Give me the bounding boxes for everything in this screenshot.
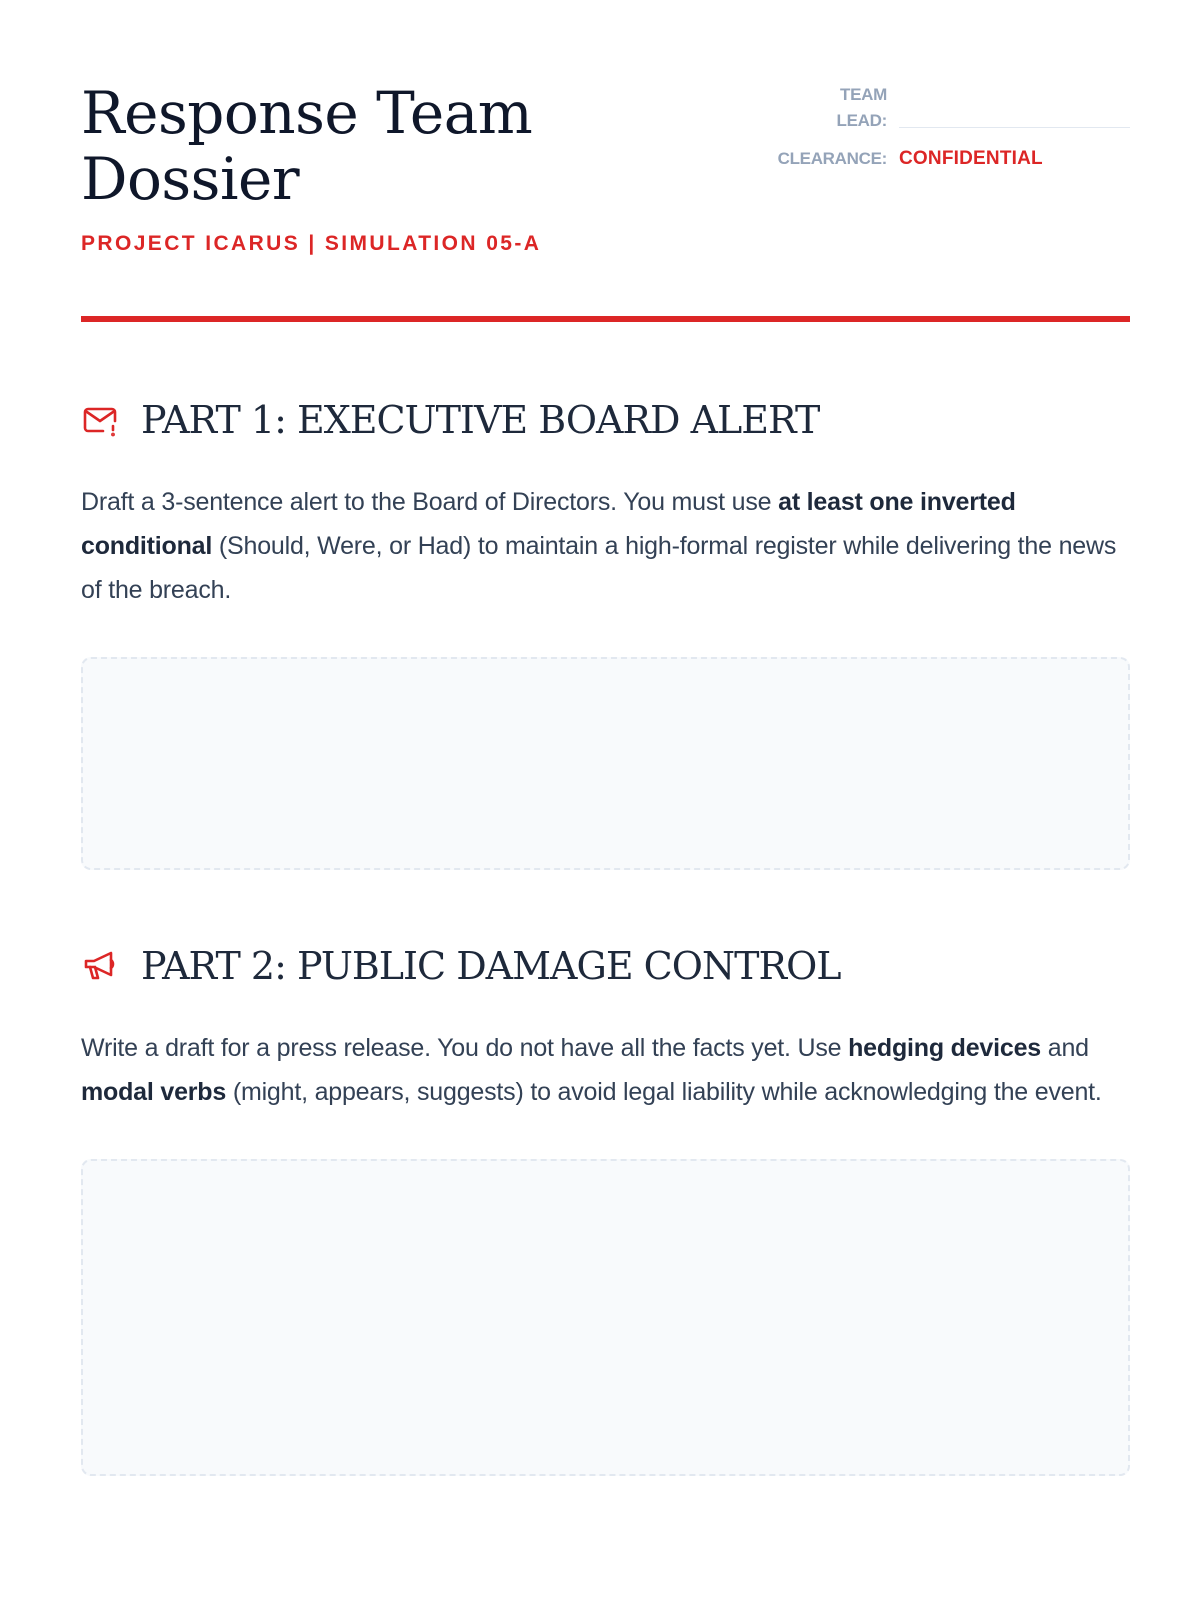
meta-block (701, 82, 1130, 172)
page-title: Response Team Dossier (81, 79, 533, 213)
header-divider (81, 316, 1130, 322)
clearance-value: CONFIDENTIAL (899, 148, 1043, 169)
megaphone-icon (81, 946, 121, 986)
dossier-header (81, 0, 1130, 330)
section-prompt (81, 480, 1130, 612)
team-lead-row (701, 82, 1130, 134)
prompt-emphasis: at least one inverted conditional (81, 488, 1016, 560)
section-part-1 (81, 390, 1130, 870)
clearance-label: CLEARANCE: (777, 149, 887, 168)
project-subtitle: PROJECT ICARUS | SIMULATION 05-A (81, 232, 542, 255)
prompt-text: Write a draft for a press release. You do not have all the facts yet. Use (81, 1034, 849, 1062)
prompt-text: and (1041, 1034, 1089, 1062)
section-prompt (81, 1026, 1130, 1114)
prompt-text: (might, appears, suggests) to avoid legal liability while acknowledging the event. (226, 1078, 1102, 1106)
prompt-text: Draft a 3-sentence alert to the Board of Directors. You must use (81, 488, 779, 516)
answer-box[interactable] (81, 657, 1130, 870)
section-title: PART 1: EXECUTIVE BOARD ALERT (141, 398, 820, 442)
answer-box[interactable] (81, 1159, 1130, 1476)
team-lead-label-line1: TEAM (840, 85, 887, 104)
prompt-emphasis: modal verbs (81, 1078, 227, 1106)
mail-alert-icon (81, 400, 121, 440)
prompt-emphasis: hedging devices (848, 1034, 1041, 1062)
section-heading (81, 390, 1130, 450)
prompt-text: (Should, Were, or Had) to maintain a high-formal register while delivering the news of the breach. (81, 532, 1117, 604)
team-lead-field[interactable] (899, 83, 1130, 128)
clearance-row (701, 146, 1130, 172)
section-title: PART 2: PUBLIC DAMAGE CONTROL (141, 944, 841, 988)
team-lead-label (805, 82, 887, 134)
section-heading (81, 936, 1130, 996)
team-lead-label-line2: LEAD: (836, 111, 887, 130)
dossier-page (81, 0, 1130, 1106)
section-part-2 (81, 936, 1130, 1476)
